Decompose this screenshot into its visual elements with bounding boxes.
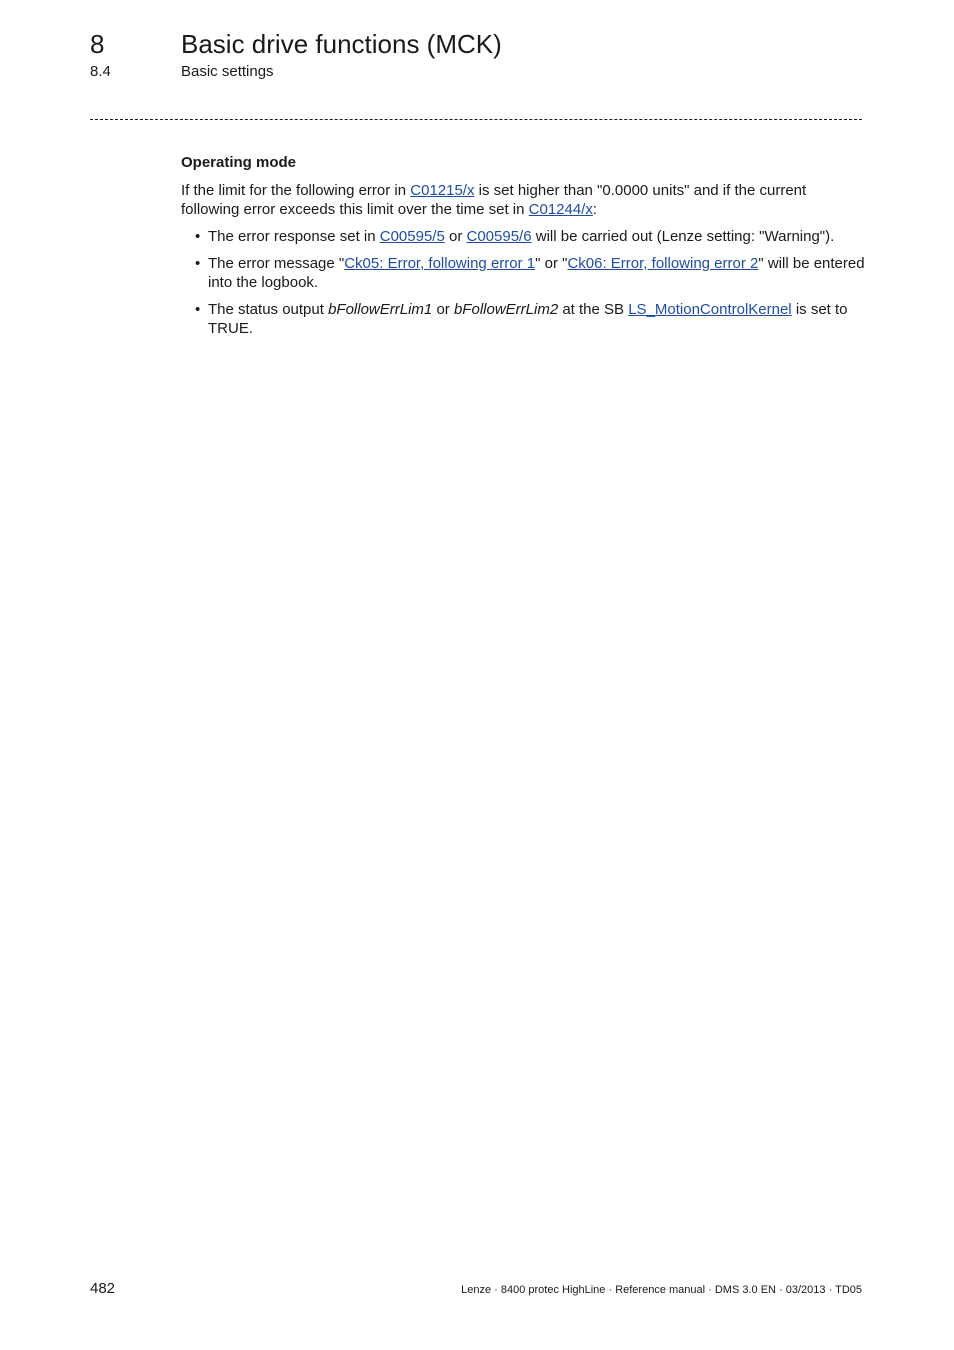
chapter-number: 8 (90, 29, 105, 59)
bullet-text: will be carried out (Lenze setting: "Warning"). (531, 228, 835, 245)
link-c01215[interactable]: C01215/x (410, 182, 475, 199)
bullet-text: The status output (208, 301, 329, 318)
intro-text-3: : (592, 201, 598, 218)
bullet-text: The error response set in (208, 228, 380, 245)
bullet-text: or (432, 301, 454, 318)
section-title: Basic settings (181, 63, 274, 80)
list-item (181, 300, 865, 338)
list-item (181, 254, 865, 292)
bullet-text: The error message " (208, 255, 345, 272)
intro-paragraph (181, 181, 865, 219)
link-c01244[interactable]: C01244/x (528, 201, 593, 218)
intro-text-1: If the limit for the following error in (181, 182, 411, 199)
link-c00595-6[interactable]: C00595/6 (466, 228, 532, 245)
signal-name: bFollowErrLim2 (453, 301, 559, 318)
link-ls-motioncontrolkernel[interactable]: LS_MotionControlKernel (628, 301, 792, 318)
bullet-text: " will be entered into the logbook. (208, 255, 865, 291)
chapter-title: Basic drive functions (MCK) (181, 29, 502, 59)
footer-doc-info: Lenze · 8400 protec HighLine · Reference manual · DMS 3.0 EN · 03/2013 · TD05 (461, 1284, 862, 1296)
link-c00595-5[interactable]: C00595/5 (379, 228, 445, 245)
bullet-text: at the SB (558, 301, 629, 318)
header-divider (90, 119, 862, 120)
link-ck06[interactable]: Ck06: Error, following error 2 (567, 255, 759, 272)
bullet-list (181, 227, 865, 338)
bullet-text: or (444, 228, 467, 245)
link-ck05[interactable]: Ck05: Error, following error 1 (344, 255, 536, 272)
bullet-text: is set to TRUE. (208, 301, 848, 337)
page-number: 482 (90, 1280, 116, 1297)
section-number: 8.4 (90, 63, 111, 80)
signal-name: bFollowErrLim1 (328, 301, 433, 318)
main-content (181, 153, 865, 346)
intro-text-2: is set higher than "0.0000 units" and if the current following error exceeds this limit over the time set in (181, 182, 807, 218)
list-item (181, 227, 865, 246)
section-heading: Operating mode (181, 154, 297, 171)
bullet-text: " or " (535, 255, 568, 272)
